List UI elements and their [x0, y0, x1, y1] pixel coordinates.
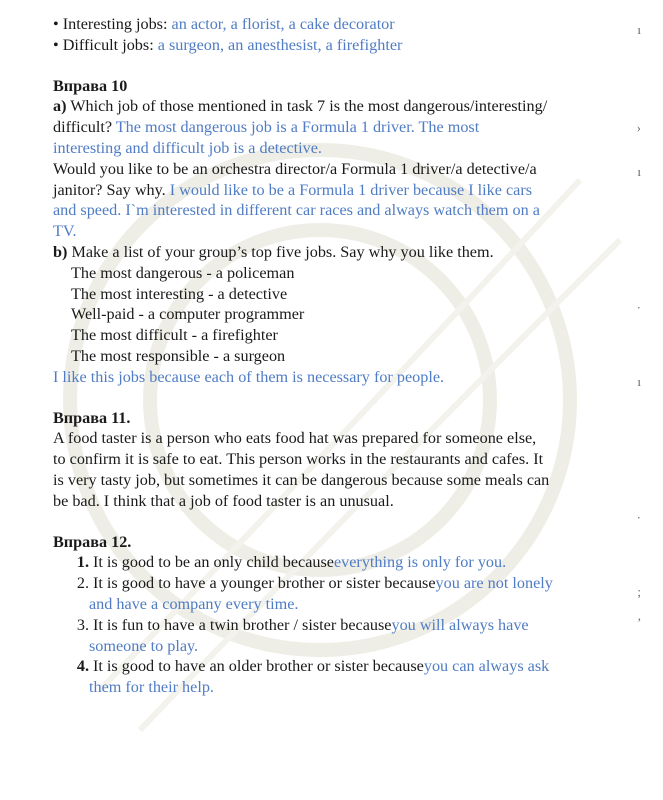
ex10-answer-a: interesting and difficult job is a detective. — [53, 138, 322, 157]
ex11-paragraph-line: A food taster is a person who eats food hat was prepared for someone else, — [53, 429, 537, 448]
margin-mark: ; — [637, 584, 641, 599]
bullet-interesting: • Interesting jobs: an actor, a florist, a cake decorator — [53, 15, 395, 33]
list-item: The most interesting - a detective — [71, 284, 288, 303]
list-item: The most dangerous - a policeman — [71, 263, 295, 282]
exercise-10-title: Вправа 10 — [53, 76, 128, 95]
ex10-question-b: b) Make a list of your group’s top five jobs. Say why you like them. — [53, 242, 494, 261]
document-page — [53, 14, 623, 698]
ex10-question-2: Would you like to be an orchestra director/a Formula 1 driver/a detective/a — [53, 159, 537, 178]
bullet-difficult: • Difficult jobs: a surgeon, an anesthesist, a firefighter — [53, 35, 403, 54]
ex10-answer-2: and speed. I`m interested in different car races and always watch them on a — [53, 201, 540, 220]
margin-mark: , — [637, 608, 641, 623]
ex12-item-3: 3. It is fun to have a twin brother / sister because you will always have — [76, 615, 529, 634]
ex10-question-a-cont: difficult? The most dangerous job is a Formula 1 driver. The most — [53, 118, 480, 137]
ex12-item-2: 2. It is good to have a younger brother or sister because you are not lonely — [76, 574, 553, 593]
ex11-paragraph-line: be bad. I think that a job of food taster is an unusual. — [53, 491, 394, 510]
exercise-11-title: Вправа 11. — [53, 408, 131, 427]
list-item: The most responsible - a surgeon — [71, 346, 286, 365]
margin-mark: › — [636, 120, 641, 135]
ex12-item-4: 4. It is good to have an older brother or sister because you can always ask — [76, 657, 550, 676]
ex10-question-2-cont: janitor? Say why. I would like to be a Formula 1 driver because I like cars — [53, 180, 533, 199]
margin-mark: · — [636, 300, 641, 315]
ex12-item-3-cont: someone to play. — [89, 636, 199, 655]
margin-mark: ı — [637, 374, 641, 389]
ex10-answer-b: I like this jobs because each of them is necessary for people. — [53, 367, 445, 386]
ex12-item-2-cont: and have a company every time. — [89, 594, 299, 613]
ex12-item-1: 1. It is good to be an only child because everything is only for you. — [76, 553, 507, 572]
margin-mark: ı — [637, 22, 641, 37]
list-item: The most difficult - a firefighter — [71, 326, 278, 345]
list-item: Well-paid - a computer programmer — [71, 305, 305, 324]
exercise-12-title: Вправа 12. — [53, 532, 132, 551]
margin-mark: · — [636, 510, 641, 525]
margin-mark: ı — [637, 164, 641, 179]
ex11-paragraph-line: is very tasty job, but sometimes it can be dangerous because some meals can — [53, 470, 550, 489]
ex11-paragraph-line: to confirm it is safe to eat. This person works in the restaurants and cafes. It — [53, 450, 544, 469]
ex12-item-4-cont: them for their help. — [89, 678, 214, 697]
ex10-answer-2-end: TV. — [53, 222, 77, 241]
ex10-question-a: a) Which job of those mentioned in task 7 is the most dangerous/interesting/ — [53, 97, 548, 116]
